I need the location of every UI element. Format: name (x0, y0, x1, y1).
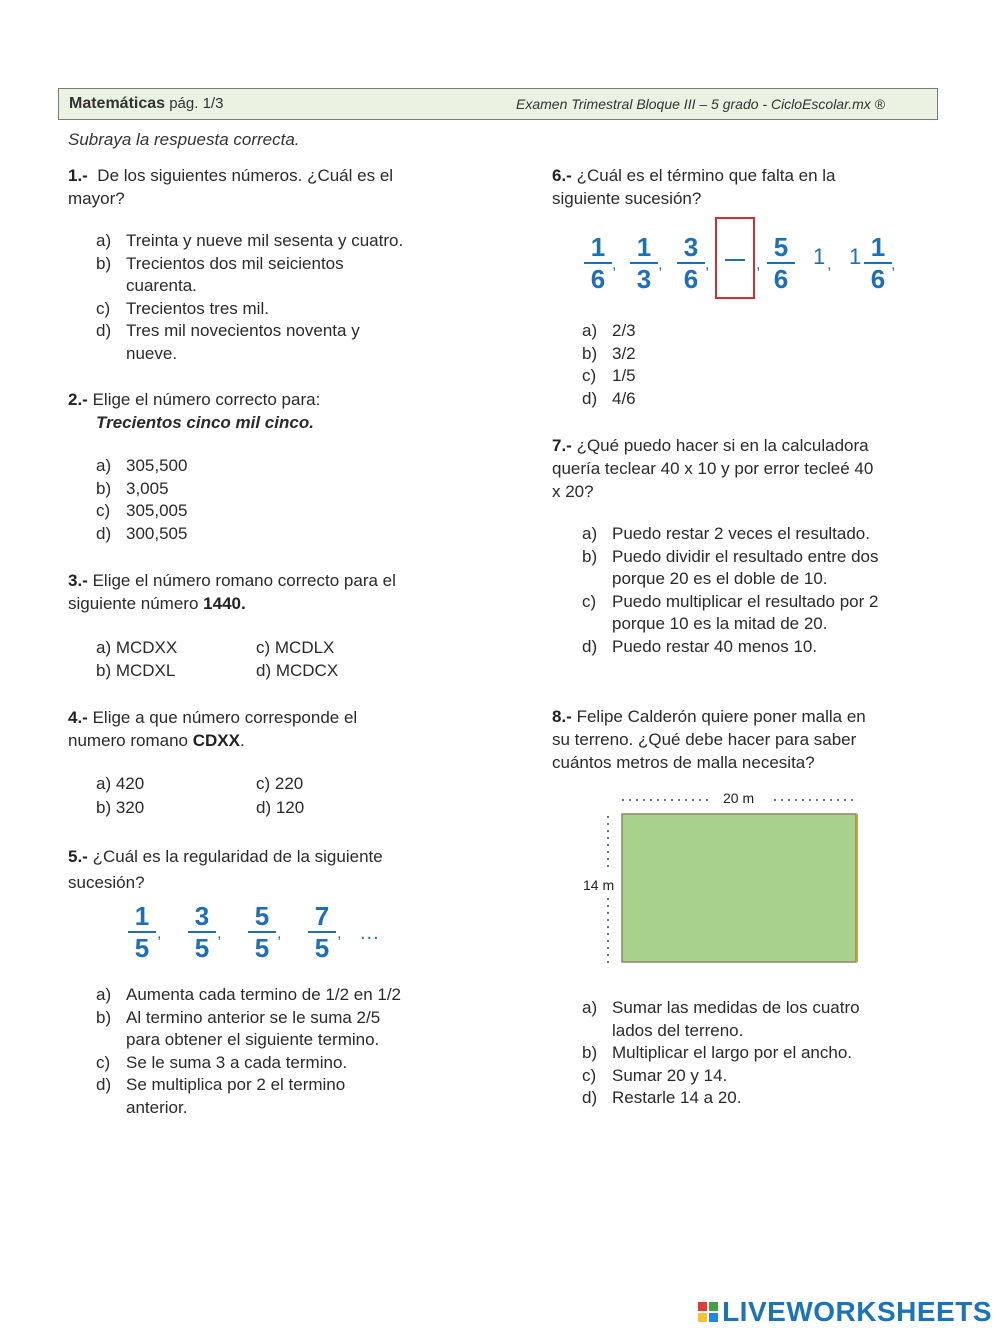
numerator: 5 (254, 901, 270, 931)
mixed-whole: 1 (849, 244, 862, 269)
option[interactable] (582, 343, 782, 366)
option[interactable] (96, 500, 396, 523)
option-d[interactable]: d) MCDCX (256, 661, 339, 680)
option-text: 3,005 (126, 478, 169, 498)
denominator: 6 (773, 264, 789, 294)
numerator: 1 (870, 232, 886, 262)
option[interactable] (582, 388, 782, 411)
option-text: 305,500 (126, 456, 188, 475)
question-number: 6.- (552, 166, 572, 185)
ellipsis: ... (360, 922, 380, 944)
option[interactable] (582, 320, 782, 343)
question-text: numero romano (68, 731, 189, 750)
question-text: siguiente sucesión? (552, 189, 702, 208)
question-1 (68, 164, 468, 210)
question-text: su terreno. ¿Qué debe hacer para saber (552, 730, 857, 749)
separator: , (756, 256, 761, 273)
numerator: 1 (590, 232, 606, 262)
terrain-diagram (578, 786, 868, 976)
fraction (864, 233, 892, 293)
option[interactable] (582, 1042, 942, 1065)
q5-options (96, 984, 476, 1119)
fraction (584, 233, 612, 293)
option[interactable] (96, 523, 396, 546)
fraction (188, 902, 216, 962)
logo-square (698, 1313, 707, 1322)
option-letter: d) (582, 636, 598, 656)
option-text: Puedo restar 2 veces el resultado. (612, 524, 870, 543)
question-text: ¿Cuál es el término que falta en la (576, 166, 836, 185)
option-letter: d) (96, 321, 112, 340)
option-text-line: lados del terreno. (612, 1020, 744, 1040)
option-letter: a) (96, 231, 112, 250)
question-text: Felipe Calderón quiere poner malla en (576, 707, 866, 726)
option-letter: d) (582, 388, 598, 408)
option[interactable] (96, 298, 476, 321)
question-number: 7.- (552, 436, 572, 455)
option-text: Aumenta cada termino de 1/2 en 1/2 (126, 985, 402, 1004)
option[interactable] (582, 591, 942, 636)
separator: , (612, 256, 617, 273)
question-6 (552, 164, 952, 210)
option-text (126, 253, 476, 298)
option-letter: b) (582, 546, 598, 566)
option-letter: d) (96, 523, 112, 543)
option-text-line: nueve. (126, 343, 178, 363)
option-letter: d) (96, 1075, 112, 1094)
question-5 (68, 844, 488, 896)
question-number: 8.- (552, 707, 572, 726)
question-4: 4.- Elige a que número corresponde el numero romano CDXX. (68, 708, 358, 750)
option[interactable] (96, 1007, 476, 1052)
option-text: 3/2 (612, 343, 636, 363)
option[interactable] (96, 1052, 476, 1075)
option[interactable] (582, 1065, 942, 1088)
option-text: 300,505 (126, 523, 188, 543)
denominator: 6 (683, 264, 699, 294)
option[interactable] (96, 253, 476, 298)
page-number: pág. 1/3 (169, 95, 224, 112)
denominator: 6 (590, 264, 606, 294)
q8-options (582, 997, 942, 1110)
option-text: 2/3 (612, 321, 636, 340)
exam-title: Examen Trimestral Bloque III – 5 grado - CicloEscolar.mx ® (516, 96, 885, 112)
option-letter: a) (582, 524, 598, 543)
fraction (677, 233, 705, 293)
separator: , (217, 925, 222, 942)
option-text: Puedo restar 40 menos 10. (612, 636, 818, 656)
option-letter: c) (582, 591, 597, 611)
option-text: Restarle 14 a 20. (612, 1088, 742, 1107)
logo-text: LIVEWORKSHEETS (722, 1296, 992, 1327)
separator: , (827, 256, 832, 273)
option-text-line: Sumar las medidas de los cuatro (612, 998, 860, 1017)
option-text-line: Puedo dividir el resultado entre dos (612, 546, 879, 566)
question-number: 1.- (68, 166, 88, 185)
fraction (248, 902, 276, 962)
option-letter: c) (96, 298, 111, 318)
option-text: Multiplicar el largo por el ancho. (612, 1043, 853, 1062)
separator: , (277, 925, 282, 942)
numerator: 1 (636, 232, 652, 262)
denominator: 5 (314, 933, 330, 963)
question-text: ¿Qué puedo hacer si en la calculadora (576, 436, 869, 455)
denominator: 5 (134, 933, 150, 963)
terrain-rectangle (622, 814, 856, 962)
q6-options (582, 320, 782, 410)
instructions: Subraya la respuesta correcta. (68, 130, 300, 149)
option-b[interactable]: b) 320 (96, 798, 145, 817)
option-text-line: Puedo multiplicar el resultado por 2 (612, 591, 879, 611)
question-number: 4.- (68, 708, 88, 727)
subject-page (69, 95, 223, 113)
question-text: x 20? (552, 482, 594, 501)
option-letter: c) (582, 1065, 597, 1085)
option-letter: b) (96, 478, 112, 498)
option-text-line: anterior. (126, 1097, 188, 1117)
option[interactable] (582, 546, 942, 591)
whole-number: 1 (813, 244, 826, 269)
option[interactable] (96, 320, 476, 365)
q2-options (96, 455, 396, 545)
option-text-line: para obtener el siguiente termino. (126, 1030, 380, 1049)
height-label: 14 m (583, 877, 615, 893)
question-2 (68, 388, 468, 434)
denominator: 3 (636, 264, 652, 294)
option-c[interactable]: c) 220 (256, 774, 304, 793)
option-text-line: Al termino anterior se le suma 2/5 (126, 1007, 381, 1027)
question-number: 2.- (68, 390, 88, 409)
missing-term-line (725, 259, 745, 261)
option-letter: c) (96, 501, 111, 520)
logo-square (709, 1302, 718, 1311)
numerator: 3 (194, 901, 210, 931)
denominator: 5 (254, 933, 270, 963)
fraction (767, 233, 795, 293)
option[interactable] (96, 230, 476, 253)
option-text-line: cuarenta. (126, 276, 197, 295)
question-text: Elige a que número corresponde el (92, 708, 358, 727)
option-a[interactable]: a) MCDXX (96, 638, 178, 657)
option-text-line: Se multiplica por 2 el termino (126, 1075, 346, 1094)
q7-options (582, 523, 942, 658)
option-text: 1/5 (612, 366, 636, 385)
subject-title: Matemáticas (69, 95, 166, 112)
separator: , (705, 256, 710, 273)
denominator: 6 (870, 264, 886, 294)
numerator: 3 (683, 232, 699, 262)
separator: , (658, 256, 663, 273)
option-c[interactable]: c) MCDLX (256, 638, 335, 657)
logo-square (709, 1313, 718, 1322)
fraction (128, 902, 156, 962)
question-text: siguiente número (68, 594, 199, 613)
question-number: 5.- (68, 847, 88, 866)
separator: , (891, 256, 896, 273)
option-text-line: porque 20 es el doble de 10. (612, 569, 828, 588)
numerator: 5 (773, 232, 789, 262)
option-letter: b) (582, 343, 598, 363)
separator: , (337, 925, 342, 942)
question-7 (552, 434, 952, 503)
option-text: 305,005 (126, 501, 188, 520)
separator: , (157, 925, 162, 942)
question-3 (68, 569, 488, 615)
numerator: 7 (314, 901, 330, 931)
option-text (612, 591, 942, 636)
question-text: ¿Cuál es la regularidad de la siguiente (92, 847, 383, 866)
question-text: Elige el número romano correcto para el (92, 571, 396, 590)
option-text (126, 1074, 476, 1119)
option[interactable] (582, 365, 782, 388)
option[interactable] (96, 1074, 476, 1119)
missing-term-box[interactable] (715, 217, 755, 299)
option-text-line: porque 10 es la mitad de 20. (612, 614, 828, 633)
question-text: De los siguientes números. ¿Cuál es el (97, 166, 394, 185)
option[interactable] (96, 455, 396, 478)
option-text: Treinta y nueve mil sesenta y cuatro. (126, 231, 404, 250)
question-text: sucesión? (68, 873, 145, 892)
width-label: 20 m (723, 790, 755, 806)
option-text (126, 1007, 476, 1052)
question-emphasis: 1440. (203, 594, 246, 613)
option-text-line: Tres mil novecientos noventa y (126, 321, 360, 340)
option-text (126, 320, 476, 365)
option-letter: b) (96, 253, 112, 273)
question-number: 3.- (68, 571, 88, 590)
fraction (630, 233, 658, 293)
option[interactable] (582, 636, 942, 659)
option[interactable] (96, 984, 476, 1007)
logo-icon (698, 1302, 718, 1322)
option-text: Trecientos tres mil. (126, 298, 269, 318)
option-text: 4/6 (612, 388, 636, 408)
option-d[interactable]: d) 120 (256, 798, 305, 817)
denominator: 5 (194, 933, 210, 963)
option[interactable] (582, 1087, 942, 1110)
option-letter: a) (96, 985, 112, 1004)
option-letter: a) (582, 321, 598, 340)
option[interactable] (582, 523, 942, 546)
option-text (612, 546, 942, 591)
option-text-line: Trecientos dos mil seicientos (126, 253, 344, 273)
question-emphasis: Trecientos cinco mil cinco. (96, 413, 314, 432)
option-letter: b) (96, 1007, 112, 1027)
logo-square (698, 1302, 707, 1311)
option-text: Sumar 20 y 14. (612, 1065, 728, 1085)
option[interactable] (582, 997, 942, 1042)
option-letter: c) (96, 1052, 111, 1072)
question-text: cuántos metros de malla necesita? (552, 753, 815, 772)
option-text (612, 997, 942, 1042)
option-letter: c) (582, 366, 597, 385)
numerator: 1 (134, 901, 150, 931)
option-letter: a) (582, 998, 598, 1017)
question-emphasis: CDXX (192, 731, 240, 750)
option-text: Se le suma 3 a cada termino. (126, 1052, 348, 1072)
liveworksheets-logo[interactable] (698, 1296, 992, 1328)
option[interactable] (96, 478, 396, 501)
option-b[interactable]: b) MCDXL (96, 661, 176, 680)
option-a[interactable]: a) 420 (96, 774, 145, 793)
fraction (308, 902, 336, 962)
page-header (58, 88, 938, 120)
option-letter: d) (582, 1088, 598, 1107)
question-8 (552, 705, 952, 774)
question-text: Elige el número correcto para: (92, 390, 321, 409)
option-letter: a) (96, 456, 112, 475)
question-text: mayor? (68, 189, 125, 208)
question-text: quería teclear 40 x 10 y por error tecleé 40 (552, 459, 874, 478)
option-letter: b) (582, 1043, 598, 1062)
q1-options (96, 230, 476, 365)
